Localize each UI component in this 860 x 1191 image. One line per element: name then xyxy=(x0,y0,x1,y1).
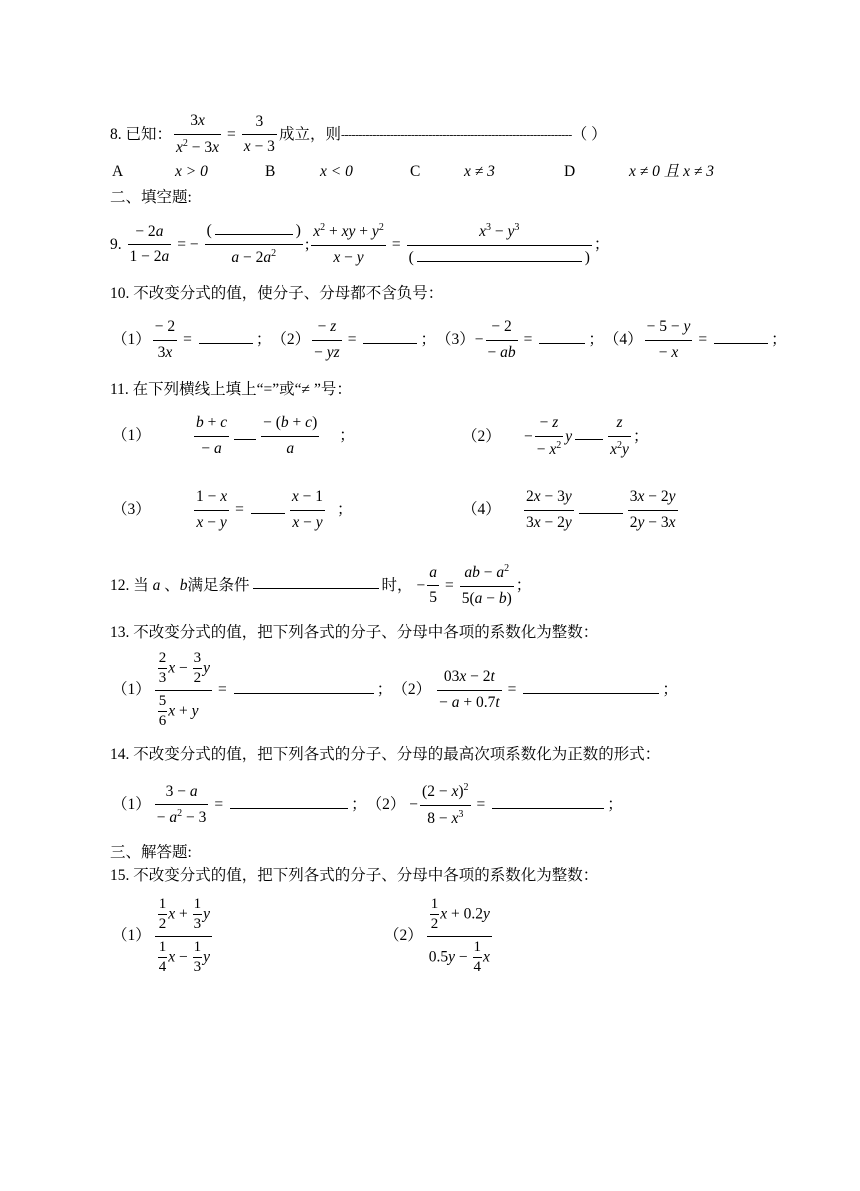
q14-blank-2[interactable] xyxy=(492,807,604,809)
q11-blank-3[interactable] xyxy=(251,512,285,514)
option-a-letter: A xyxy=(112,163,124,180)
q8-dashes: ------------------------------------------------------------------ xyxy=(340,127,572,142)
q10-frac-2: $\frac{- z}{- yz}$ xyxy=(314,318,340,361)
q10-blank-4[interactable] xyxy=(714,342,768,344)
q9-frac-3: $\frac{x^2 + xy + y^2}{x - y}$ xyxy=(313,222,384,266)
q11-part-4 xyxy=(462,488,680,532)
q8-suffix: 成立，则 xyxy=(278,125,341,143)
q11-part-1-label: （1） xyxy=(112,427,151,445)
q13-frac-1: $\frac{2}{3}$ x − $\frac{3}{2}$ y $\frac{5}{6}$ x + y xyxy=(155,650,212,730)
q10-part-3-label: （3） xyxy=(435,331,475,349)
q15-part-2 xyxy=(384,896,494,976)
option-d-text: x ≠ 0 且 x ≠ 3 xyxy=(629,163,715,180)
question-12: 12. 当 a 、b满足条件 时， − $\frac{a}{5}$ = $\frac{ab - a^2}{5(a - b)}$ ； xyxy=(110,563,532,607)
q14-frac-1: $\frac{3 - a}{- a^2 - 3}$ xyxy=(156,782,207,827)
q11-frac-2b: $\frac{z}{x^2y}$ xyxy=(610,414,629,458)
q10-frac-4: $\frac{- 5 - y}{- x}$ xyxy=(646,318,691,361)
q15-frac-1: $\frac{1}{2}$ x + $\frac{1}{3}$ y $\frac{1}{4}$ x − $\frac{1}{3}$ y xyxy=(155,896,212,976)
question-14-text: 14. 不改变分式的值，把下列各式的分子、分母的最高次项系数化为正数的形式： xyxy=(110,746,661,763)
q13-part-1-label: （1） xyxy=(112,681,151,699)
q11-blank-1[interactable] xyxy=(234,438,256,440)
q15-part-1 xyxy=(112,896,214,976)
q11-blank-2[interactable] xyxy=(575,438,603,440)
q10-blank-3[interactable] xyxy=(539,342,585,344)
q11-part-2: （2） − $\frac{- z}{- x^2}$ y $\frac{z}{x^2y}$ ； xyxy=(462,414,649,458)
question-10-text: 10. 不改变分式的值，使分子、分母都不含负号： xyxy=(110,285,444,302)
option-c-text: x ≠ 3 xyxy=(464,163,495,180)
q11-frac-1b: $\frac{- (b + c)}{a}$ xyxy=(263,414,318,457)
q11-part-2-label: （2） xyxy=(462,427,501,445)
q11-part-4-label: （4） xyxy=(462,501,501,519)
q11-frac-1a: $\frac{b + c}{- a}$ xyxy=(196,414,228,457)
q8-prefix: 8. 已知： xyxy=(110,125,173,143)
q11-part-1: （1） $\frac{b + c}{- a}$ $\frac{- (b + c)}{a}$ ； xyxy=(112,414,355,457)
q10-blank-1[interactable] xyxy=(199,342,253,344)
q10-part-4-label: （4） xyxy=(603,331,643,349)
q14-blank-1[interactable] xyxy=(230,807,348,809)
q9-label: 9. xyxy=(110,235,122,253)
question-8: 8. 已知： $\frac{3x}{x^2 - 3x}$ = $\frac{3}{x - 3}$ 成立，则------------------------------------------------------------------（ ） xyxy=(110,112,607,156)
q11-frac-4b: $\frac{3x - 2y}{2y - 3x}$ xyxy=(629,488,676,531)
q8-lhs-fraction: $\frac{3x}{x^2 - 3x}$ xyxy=(176,112,220,156)
q11-frac-3a: $\frac{1 - x}{x - y}$ xyxy=(196,488,228,531)
q13-blank-2[interactable] xyxy=(523,692,659,694)
option-c-letter: C xyxy=(410,163,421,180)
q13-parts: （1） $\frac{2}{3}$ x − $\frac{3}{2}$ y $\frac{5}{6}$ x + y = ；（2） $\frac{03x - 2t}{- a + 0.7t}$ = ； xyxy=(112,650,678,729)
option-b-letter: B xyxy=(265,163,276,180)
question-9: 9. $\frac{- 2a}{1 - 2a}$ = − $\frac{( )}{a - 2a^2}$ ; $\frac{x^2 + xy + y^2}{x - y}$ = $\frac{x^3 - y^3}{( )}$ ； xyxy=(110,222,610,266)
q12-text-a: 12. 当 xyxy=(110,576,149,594)
question-11-text: 11. 在下列横线上填上“=”或“≠ ”号： xyxy=(110,381,352,398)
q11-frac-3b: $\frac{x - 1}{x - y}$ xyxy=(291,488,324,531)
q15-part-1-label: （1） xyxy=(112,927,151,945)
q10-part-2-label: （2） xyxy=(271,331,311,349)
q8-rhs-fraction: $\frac{3}{x - 3}$ xyxy=(243,112,275,156)
q15-part-2-label: （2） xyxy=(384,927,423,945)
q11-part-3-label: （3） xyxy=(112,501,151,519)
q13-frac-2: $\frac{03x - 2t}{- a + 0.7t}$ xyxy=(439,667,500,711)
q10-blank-2[interactable] xyxy=(363,342,417,344)
q8-answer-paren: （ ） xyxy=(571,125,607,143)
q14-part-2-label: （2） xyxy=(366,796,406,814)
q12-text-b: 满足条件 xyxy=(187,576,250,594)
q9-frac-2: $\frac{( )}{a - 2a^2}$ xyxy=(206,222,301,266)
section-3-heading: 三、解答题: xyxy=(110,844,192,861)
q11-part-3: （3） $\frac{1 - x}{x - y}$ = $\frac{x - 1}{x - y}$ ； xyxy=(112,488,353,531)
option-a-text: x > 0 xyxy=(175,163,208,180)
option-d-letter: D xyxy=(564,163,576,180)
q9-frac-4: $\frac{x^3 - y^3}{( )}$ xyxy=(408,222,590,266)
q13-part-2-label: （2） xyxy=(392,681,432,699)
question-10-parts: （1） $\frac{- 2}{3x}$ = ；（2） $\frac{- z}{- yz}$ = ；（3）− $\frac{- 2}{- ab}$ = ；（4） $\frac{- 5 - y}{- x}$ = ； xyxy=(112,318,787,361)
q14-part-1-label: （1） xyxy=(112,796,151,814)
q11-frac-4a: $\frac{2x - 3y}{3x - 2y}$ xyxy=(526,488,572,531)
q12-frac-rhs: $\frac{ab - a^2}{5(a - b)}$ xyxy=(461,563,512,607)
q11-frac-2a: $\frac{- z}{- x^2}$ xyxy=(536,414,562,458)
q10-part-1-label: （1） xyxy=(112,331,151,349)
q10-frac-1: $\frac{- 2}{3x}$ xyxy=(154,318,176,361)
q14-frac-2: $\frac{(2 - x)^2}{8 - x^3}$ xyxy=(422,782,469,827)
q12-blank[interactable] xyxy=(253,587,379,589)
q14-parts: （1） $\frac{3 - a}{- a^2 - 3}$ = ；（2） − $\frac{(2 - x)^2}{8 - x^3}$ = ； xyxy=(112,782,623,827)
q12-frac-lhs: $\frac{a}{5}$ xyxy=(429,563,437,607)
q11-blank-4[interactable] xyxy=(579,512,623,514)
q9-frac-1: $\frac{- 2a}{1 - 2a}$ xyxy=(129,222,170,266)
section-2-heading: 二、填空题: xyxy=(110,189,192,206)
q15-frac-2: $\frac{1}{2}$ x + 0.2y 0.5y − $\frac{1}{4}$ x xyxy=(428,896,490,975)
question-15-text: 15. 不改变分式的值，把下列各式的分子、分母中各项的系数化为整数： xyxy=(110,867,599,884)
q10-frac-3: $\frac{- 2}{- ab}$ xyxy=(487,318,516,361)
question-13-text: 13. 不改变分式的值，把下列各式的分子、分母中各项的系数化为整数： xyxy=(110,624,599,641)
q12-text-c: 时， xyxy=(381,576,413,594)
q13-blank-1[interactable] xyxy=(234,692,374,694)
option-b-text: x < 0 xyxy=(320,163,353,180)
